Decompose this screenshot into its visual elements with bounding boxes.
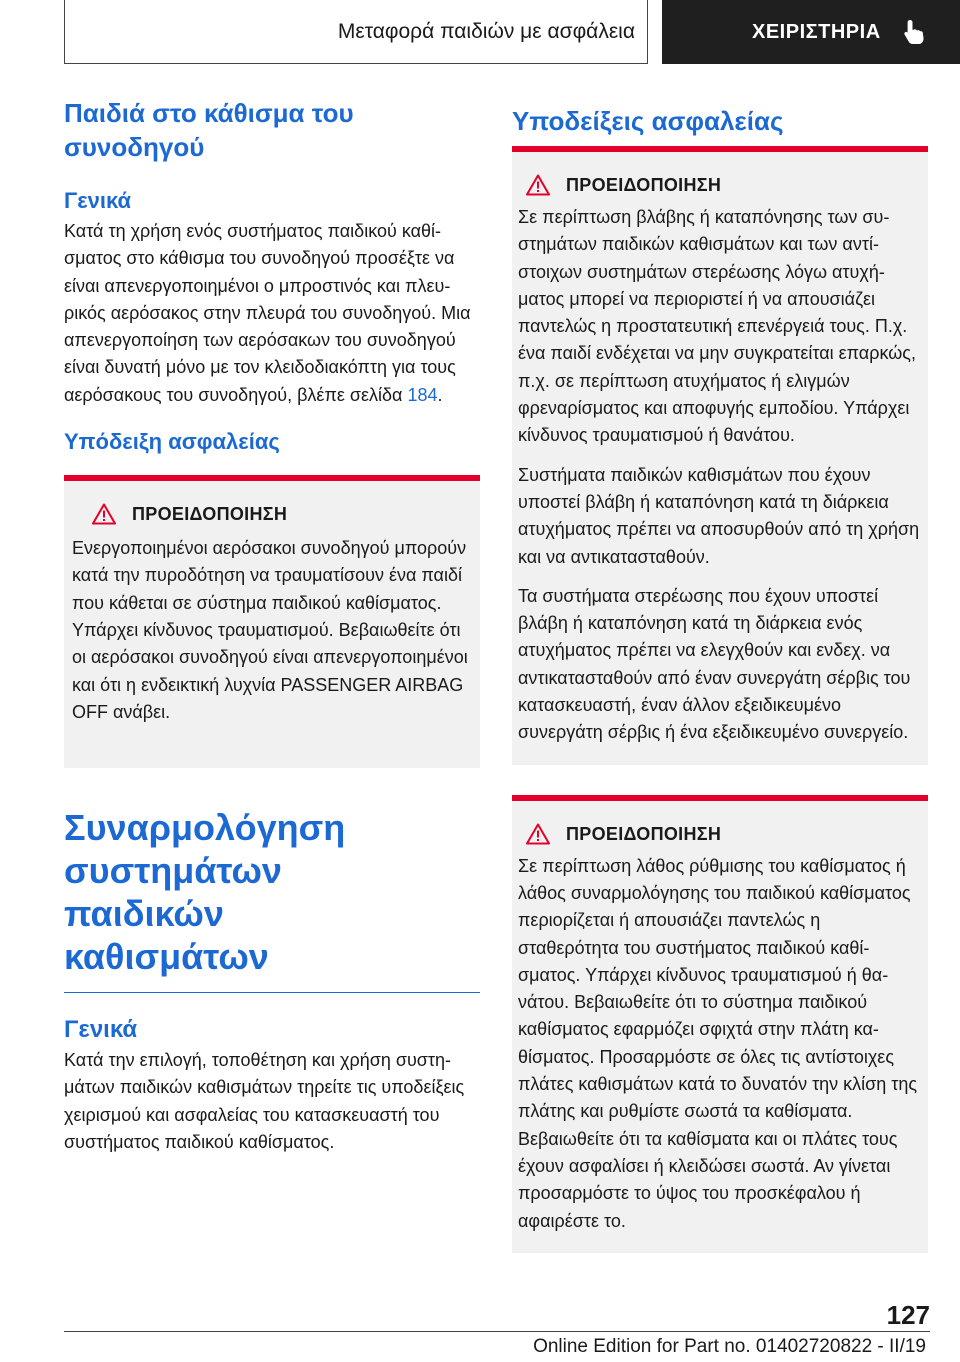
left-column (64, 96, 480, 1156)
general-paragraph: Κατά τη χρήση ενός συστήματος παιδικού καθίσματος στο κάθισμα του συνοδηγού προσέξτε να είναι απενεργοποιημένοι ο μπροστινός και πλευρικός αερόσακος στην πλευρά του συνοδηγού. Μια απενεργοποίηση των αερόσακων του συνοδηγού είναι δυνατή μόνο με τον κλειδοδιακόπτη για τους αερόσακους του συνοδηγού, βλέπε σελίδα 184. (64, 221, 471, 405)
subheading-safety: Υπόδειξη ασφαλείας (64, 429, 280, 455)
section-heading: Παιδιά στο κάθισμα του συνοδηγού (64, 98, 354, 162)
right-column (512, 96, 928, 1253)
warning-triangle-icon (92, 503, 116, 525)
warning-box (64, 475, 480, 768)
assembly-heading: Συναρμολόγηση συστημάτων παιδικών καθισμάτων (64, 807, 346, 978)
subheading-general: Γενικά (64, 188, 132, 213)
heading-divider (64, 992, 480, 993)
warning1-paragraph-1: Σε περίπτωση βλάβης ή καταπόνησης των συστημάτων παιδικών καθισμάτων και των αντίστοιχων συστημάτων στερέωσης λόγω ατυχήματος μπορεί να περιοριστεί ή να απουσιάζει παντελώς η προστατευτική επενέργειά τους. Π.χ. ένα παιδί ενδέχεται να μην συγκρατείται επαρκώς, π.χ. σε περίπτωση ατυχήματος ή ελιγμών φρεναρίσματος και αποφυγής εμποδίου. Υπάρχει κίνδυνος τραυματισμού ή θανάτου. (518, 207, 916, 446)
warning-text: Ενεργοποιημένοι αερόσακοι συνοδηγού μπορούν κατά την πυροδότηση να τραυματίσουν ένα παιδί που κάθεται σε σύστημα παιδικού καθίσματος. Υπάρχει κίνδυνος τραυματισμού. Βεβαιωθείτε ότι οι αερόσακοι συνοδηγού είναι απενεργοποιημένοι και ότι η ενδεικτική λυχνία PASSENGER AIRBAG OFF ανάβει. (72, 538, 468, 722)
warning2-text: Σε περίπτωση λάθος ρύθμισης του καθίσματος ή λάθος συναρμολόγησης του παιδικού καθίσματος περιορίζεται ή απουσιάζει παντελώς η σταθερότητα του συστήματος παιδικού καθίσματος. Υπάρχει κίνδυνος τραυματισμού ή θανάτου. Βεβαιωθείτε ότι το σύστημα παιδικού καθίσματος εφαρμόζει σφιχτά στην πλάτη καθίσματος. Προσαρμόστε σε όλες τις αντίστοιχες πλάτες καθισμάτων κατά το δυνατόν την κλίση της πλάτης και ρυθμίστε σωστά τα καθίσματα. Βεβαιωθείτε ότι τα καθίσματα και οι πλάτες τους έχουν ασφαλίσει ή κλειδώσει σωστά. Αν γίνεται προσαρμόστε το ύψος του προσκέφαλου ή αφαιρέστε το. (518, 855, 918, 1231)
warning1-paragraph-2: Συστήματα παιδικών καθισμάτων που έχουν υποστεί βλάβη ή καταπόνηση κατά τη διάρκεια ατυχήματος πρέπει να αποσυρθούν από τη χρήση και να αντικατασταθούν. (518, 464, 920, 567)
hand-pointer-icon (901, 18, 927, 46)
running-header (64, 0, 648, 64)
safety-notes-heading: Υποδείξεις ασφαλείας (512, 106, 784, 136)
warning-triangle-icon (526, 823, 550, 845)
page-link[interactable]: 184 (407, 384, 438, 405)
footer-divider (64, 1331, 930, 1332)
edition-note: Online Edition for Part no. 01402720822 - II/19 (533, 1336, 926, 1357)
assembly-paragraph: Κατά την επιλογή, τοποθέτηση και χρήση συστημάτων παιδικών καθισμάτων τηρείτε τις υποδείξεις χειρισμού και ασφαλείας του κατασκευαστή του συστήματος παιδικού καθίσματος. (64, 1050, 465, 1153)
warning1-paragraph-3: Τα συστήματα στερέωσης που έχουν υποστεί βλάβη ή καταπόνηση κατά τη διάρκεια ενός ατυχήματος πρέπει να ελεγχθούν και ενδεχ. να αντικατασταθούν από έναν συνεργάτη σέρβις του κατασκευαστή, έναν άλλον εξειδικευμένο συνεργάτη σέρβις ή ένα εξειδικευμένο συνεργείο. (518, 585, 911, 743)
page-number: 127 (886, 1300, 930, 1330)
chapter-tab[interactable] (662, 0, 960, 64)
chapter-label: ΧΕΙΡΙΣΤΗΡΙΑ (752, 20, 881, 43)
warning-box-1 (512, 146, 928, 765)
warning-triangle-icon (526, 174, 550, 196)
warning-title-1: ΠΡΟΕΙΔΟΠΟΙΗΣΗ (526, 172, 922, 198)
subheading-general-2: Γενικά (64, 1016, 138, 1044)
warning-title-2: ΠΡΟΕΙΔΟΠΟΙΗΣΗ (526, 821, 922, 847)
warning-box-2 (512, 795, 928, 1253)
warning-title: ΠΡΟΕΙΔΟΠΟΙΗΣΗ (92, 501, 474, 527)
section-title: Μεταφορά παιδιών με ασφάλεια (337, 19, 635, 43)
